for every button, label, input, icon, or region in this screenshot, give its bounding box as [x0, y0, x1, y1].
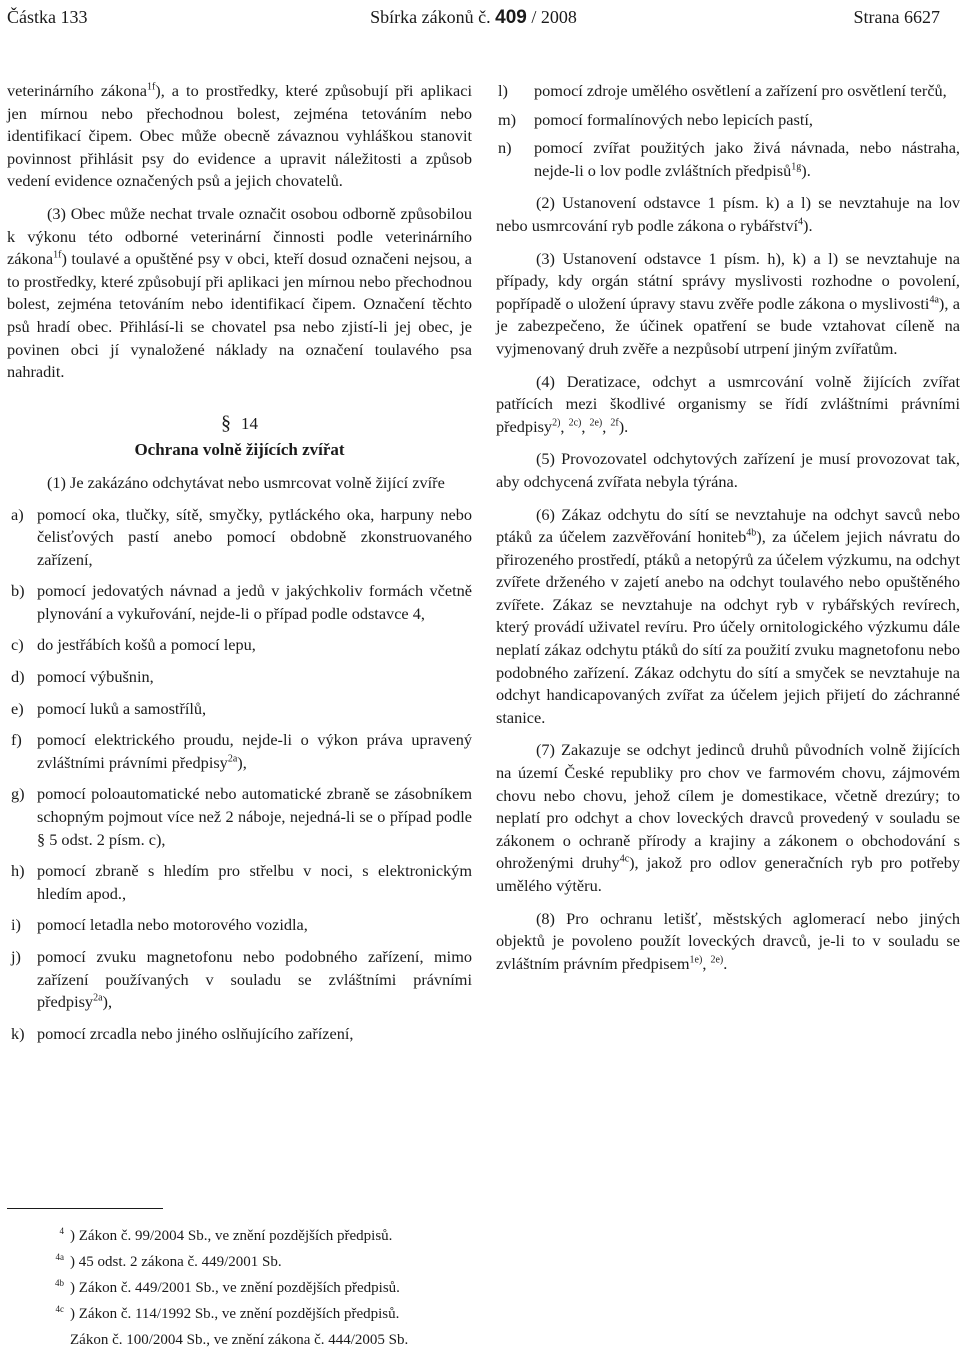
footnote: $^4$ ) Zákon č. 99/2004 Sb., ve znění pozdějších předpisů. [59, 1226, 393, 1244]
footnote-continuation: Zákon č. 100/2004 Sb., ve znění zákona č. 444/2005 Sb. [70, 1332, 409, 1348]
list-item: k) pomocí zrcadla nebo jiného oslňujícího zařízení, [11, 1023, 354, 1043]
header-part-label: Částka 133 [7, 7, 88, 27]
header-page-label: Strana 6627 [853, 7, 940, 27]
list-item: n) pomocí zvířat použitých jako živá návnada, nebo nástraha, nejde-li o lov podle zvláštních předpisů$^{1g}$). [498, 138, 960, 180]
list-item: b) pomocí jedovatých návnad a jedů v jakýchkoliv formách včetně plynování a vykuřování, nejde-li o případ podle odstavce 4, [11, 581, 472, 623]
list-item: c) do jestřábích košů a pomocí lepu, [11, 635, 256, 655]
paragraph-3: (3) Ustanovení odstavce 1 písm. h), k) a l) se nevztahuje na případy, kdy orgán státní správy myslivosti rozhodne o povolení, popřípadě o uložení úpravy stavu zvěře podle zákona o myslivosti$^{4a}$), a je zabezpečeno, že účinek opatření se bude vztahovat cíleně na vyjmenovaný druh zvěře a nezpůsobí utrpení jiným zvířatům. [496, 248, 960, 358]
list-item: j) pomocí zvuku magnetofonu nebo podobného zařízení, mimo zařízení používaných v souladu se zvláštními právními předpisy$^{2a}$), [11, 947, 472, 1012]
list-item: g) pomocí poloautomatické nebo automatické zbraně se zásobníkem schopným pojmout více než 2 náboje, nejedná-li se o případ podle § 5 odst. 2 písm. c), [11, 784, 472, 849]
list-item: a) pomocí oka, tlučky, sítě, smyčky, pytláckého oka, harpuny nebo čelisťových pastí anebo pomocí obdobně zkonstruovaného zařízení, [11, 504, 472, 569]
footnote-divider [7, 1208, 163, 1209]
list-item: d) pomocí výbušnin, [11, 667, 154, 687]
paragraph-1: (1) Je zakázáno odchytávat nebo usmrcovat volně žijící zvíře [47, 472, 445, 492]
paragraph-4: (4) Deratizace, odchyt a usmrcování volně žijících zvířat patřících mezi škodlivé organismy se řídí zvláštními právními předpisy$^{2)}$, $^{2c)}$, $^{2e)}$, $^{2f}$). [496, 371, 960, 436]
left-column [7, 80, 472, 1045]
list-item: l) pomocí zdroje umělého osvětlení a zařízení pro osvětlení terčů, [498, 81, 947, 100]
paragraph-7: (7) Zakazuje se odchyt jedinců druhů původních volně žijících na území České republiky pro chov ve farmovém chovu, zájmovém chovu nebo chovu, jehož cílem je domestikace, včetně drezúry; to neplatí pro odchyt a chov loveckých dravců provedený v souladu se zákonem o ochraně přírody a krajiny a zákonem o obchodování s ohroženými druhy$^{4c}$), jakož pro odlov generačních ryb pro potřeby umělého výtěru. [496, 740, 960, 895]
page-header [7, 4, 940, 30]
paragraph-6: (6) Zákaz odchytu do sítí se nevztahuje na odchyt savců nebo ptáků za účelem zazvěřování honiteb$^{4b}$), za účelem jejich návratu do přirozeného prostředí, ptáků a netopýrů za účelem výzkumu, na odchyt zvířete drženého v zajetí anebo na odchyt toulavého nebo opuštěného zvířete. Zákaz se nevztahuje na odchyt ryb v rybářských revírech, který provádí uživatel revíru. Pro účely ornitologického výzkumu dále neplatí zákaz odchytu ptáků do sítí za použití zvuku magnetofonu nebo podobného zařízení. Zákaz odchytu do sítí a smyček se nevztahuje na odchyt handicapovaných zvířat za účelem jejich přijetí do záchranné stanice. [496, 504, 960, 727]
header-law-number: 409 [495, 7, 527, 28]
right-column [496, 80, 960, 975]
footnote: $^{4b}$ ) Zákon č. 449/2001 Sb., ve znění pozdějších předpisů. [55, 1278, 400, 1296]
list-item: e) pomocí luků a samostřílů, [11, 698, 207, 718]
footnotes [34, 1223, 574, 1353]
section-heading-number: § 14 [221, 411, 258, 434]
list-item: h) pomocí zbraně s hledím pro střelbu v noci, s elektronickým hledím apod., [11, 861, 472, 903]
footnote: $^{4a}$ ) 45 odst. 2 zákona č. 449/2001 Sb. [55, 1252, 282, 1270]
section-title: Ochrana volně žijících zvířat [134, 440, 345, 460]
paragraph-3: (3) Obec může nechat trvale označit osobou odborně způsobilou k výkonu této odborné veterinární činnosti podle veterinárního zákona$^{1f}$) toulavé a opuštěné psy v obci, kteří dosud označeni nejsou, a to prostředky, které způsobují při aplikaci jen mírnou nebo přechodnou bolest, zejména tetováním nebo identifikací čipem. Označení těchto psů hradí obec. Přihlásí-li se chovatel psa nebo zjistí-li jej obec, je povinen obci jí vynaložené náklady na označení toulavého psa nahradit. [7, 203, 472, 382]
list-item: i) pomocí letadla nebo motorového vozidla, [11, 915, 308, 935]
paragraph-8: (8) Pro ochranu letišť, městských aglomerací nebo jiných objektů je povoleno použít loveckých dravců, je-li to v souladu se zvláštním právním předpisem$^{1e)}$, $^{2e)}$. [496, 908, 960, 973]
list-item: f) pomocí elektrického proudu, nejde-li o výkon práva upravený zvláštními právními předpisy$^{2a}$), [11, 730, 472, 772]
paragraph-5: (5) Provozovatel odchytových zařízení je musí provozovat tak, aby odchycená zvířata nebyla týrána. [496, 449, 960, 491]
paragraph-continuation: veterinárního zákona$^{1f}$), a to prostředky, které způsobují při aplikaci jen mírnou nebo přechodnou bolest, zejména tetováním nebo identifikací čipem. Obec může obecně závaznou vyhláškou stanovit povinnost přihlásit psy do evidence a upravit náležitosti a způsob vedení evidence označených psů a jejich chovatelů. [7, 81, 472, 191]
header-collection-label: Sbírka zákonů č. 409 / 2008 [370, 7, 577, 28]
list-item: m) pomocí formalínových nebo lepicích pastí, [498, 109, 813, 129]
section-symbol: § [221, 411, 231, 434]
paragraph-2: (2) Ustanovení odstavce 1 písm. k) a l) se nevztahuje na lov nebo usmrcování ryb podle zákona o rybářství$^4$). [496, 193, 960, 235]
footnote: $^{4c}$ ) Zákon č. 114/1992 Sb., ve znění pozdějších předpisů. [55, 1304, 400, 1322]
